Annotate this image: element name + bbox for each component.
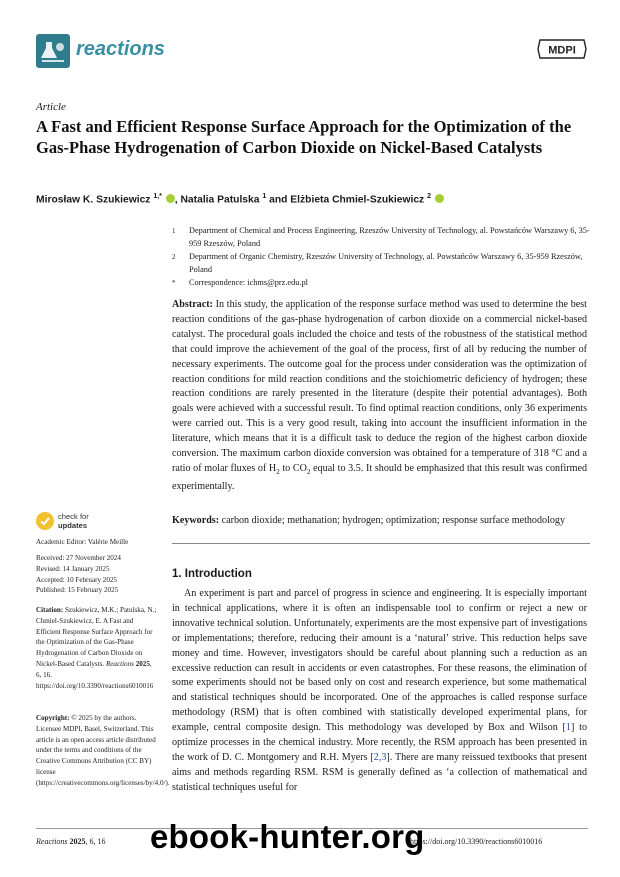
footer-doi-link[interactable]: https://doi.org/10.3390/reactions6010016 xyxy=(410,837,543,846)
check-for-updates-button[interactable]: check for updates xyxy=(58,512,89,530)
author-list: Mirosław K. Szukiewicz $^{1,*}$ , Natalia Patulska $^1$ and Elżbieta Chmiel-Szukiewicz $^2$ xyxy=(36,193,596,205)
affiliation-item: 1 Department of Chemical and Process Engineering, Rzeszów University of Technology, al. Powstańców Warszawy 6, 35-959 Rzeszów, Poland xyxy=(172,226,590,248)
correspondence: * Correspondence: ichms@prz.edu.pl xyxy=(172,278,308,287)
article-type: Article xyxy=(36,101,66,113)
author-affiliation-mark: 1,* xyxy=(153,193,162,200)
author-name[interactable]: Natalia Patulska xyxy=(180,194,260,206)
citation: Citation: Szukiewicz, M.K.; Patulska, N.; Chmiel-Szukiewicz, E. A Fast and Efficient Response Surface Approach for the Optimization of the Gas-Phase Hydrogenation of Carbon Dioxide on Nickel-Based Catalysts. Reactions 2025, 6, 16. https://doi.org/10.3390/reactions6010016 xyxy=(36,606,157,690)
check-for-updates-icon[interactable] xyxy=(36,512,54,530)
section-divider xyxy=(172,543,590,544)
article-title: A Fast and Efficient Response Surface Approach for the Optimization of the Gas-Phase Hydrogenation of Carbon Dioxide on Nickel-Based Catalysts xyxy=(36,117,572,157)
publisher-logo xyxy=(536,38,588,60)
watermark: ebook-hunter.org xyxy=(150,818,425,855)
author-affiliation-mark: 1 xyxy=(262,193,267,200)
footer-citation: Reactions 2025, 6, 16 xyxy=(36,837,106,846)
copyright-notice: Copyright: © 2025 by the authors. Licensee MDPI, Basel, Switzerland. This article is an open access article distributed under the terms and conditions of the Creative Commons Attribution (CC BY) license (https://creativecommons.org/licenses/by/4.0/). xyxy=(36,714,170,787)
journal-logo xyxy=(36,34,70,68)
orcid-icon[interactable] xyxy=(435,194,444,203)
academic-editor: Academic Editor: Valérie Meille xyxy=(36,538,129,546)
section-heading: 1. Introduction xyxy=(172,568,252,580)
author-name[interactable]: Elżbieta Chmiel-Szukiewicz xyxy=(290,194,425,206)
keywords: Keywords: carbon dioxide; methanation; hydrogen; optimization; response surface methodology xyxy=(172,515,566,526)
author-name[interactable]: Mirosław K. Szukiewicz xyxy=(36,194,151,206)
publisher-name: MDPI xyxy=(548,44,576,57)
body-paragraph: An experiment is part and parcel of progress in science and engineering. It is especially important in technical applications, where it is often an indispensable tool to confirm or reject a new or innovative technical solution. Unfortunately, experiments are the most expensive part of investigations or implementations; therefore, reducing their amount is a ‘natural’ strive. This reduction helps save money and time. However, investigators should be careful about planning such a reduction as an excessive reduction can result in accidents or even catastrophes. For these reasons, the elimination of some experiments should not be based only on cost and research experience, but some mathematical and statistical techniques should be incorporated. One of the approaches is called response surface methodology (RSM) that is often combined with statistically developed experimental plans, for example, central composite design. This methodology was developed by Box and Wilson [1] to optimize processes in the chemical industry. More recently, the RSM approach has been presented in the work of D. C. Montgomery and R.H. Myers [2,3]. There are many reissued textbooks that present aims and methods regarding RSM. RSM is generally defined as ‘a collection of mathematical and statistical techniques useful for xyxy=(172,588,588,793)
reference-link[interactable]: 1 xyxy=(565,722,571,734)
keywords-label: Keywords: xyxy=(172,515,220,526)
abstract: Abstract: In this study, the application of the response surface method was used to determine the best reaction conditions of the gas-phase hydrogenation of carbon dioxide on a commercial nickel-based catalyst. The procedural goals included the choice and tests of the robustness of the statistical method that could improve the achievement of the goal of the process, first of all by reducing the number of necessary experiments. The outcome goal for the process under consideration was the optimization of reaction conditions for mild reaction conditions and the stoichiometric deficiency of hydrogen; these reaction conditions are rarely presented in the literature (despite their potential advantages). Both goals were achieved with a successful result. To find optimal reaction conditions, only 36 experiments were carried out. This is a very good result, taking into account the insufficient information in the literature, which means that it is a difficult task to deduce the region of the highest carbon dioxide conversion. The maximum carbon dioxide conversion was obtained for a temperature of 318 °C and a ratio of molar fluxes of $H_2$ to $CO_2$ equal to 3.5. It should be emphasized that this result was confirmed experimentally. xyxy=(172,299,587,492)
abstract-label: Abstract: xyxy=(172,299,213,310)
affiliation-item: 2 Department of Organic Chemistry, Rzeszów University of Technology, al. Powstańców Warszawy 6, 35-959 Rzeszów, Poland xyxy=(172,252,583,274)
publication-dates: Received: 27 November 2024 Revised: 14 January 2025 Accepted: 10 February 2025 Published: 15 February 2025 xyxy=(36,554,121,595)
affiliations xyxy=(172,225,592,291)
journal-name: reactions xyxy=(76,38,165,60)
author-affiliation-mark: 2 xyxy=(427,193,431,200)
reference-link[interactable]: 2,3 xyxy=(373,751,387,763)
orcid-icon[interactable] xyxy=(166,194,175,203)
